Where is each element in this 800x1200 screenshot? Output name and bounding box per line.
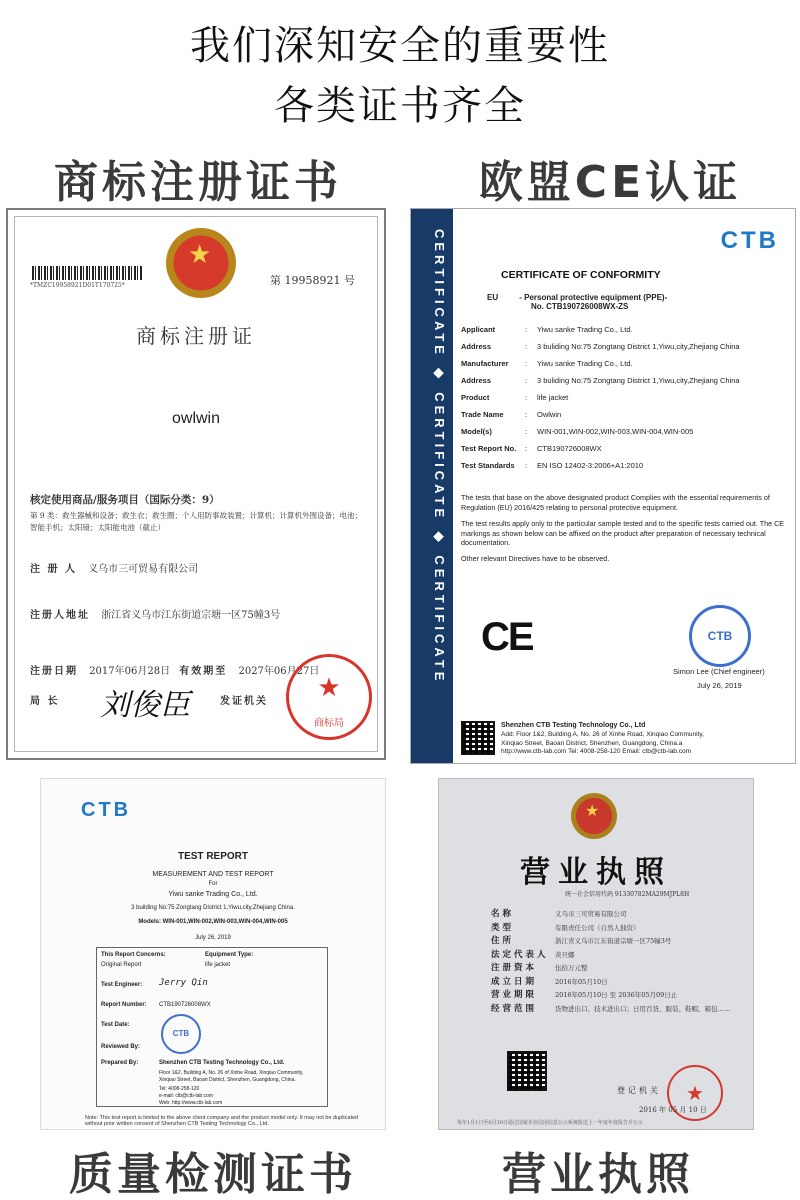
red-official-seal: ★ <box>667 1065 723 1121</box>
license-title: 营业执照 <box>520 855 672 890</box>
license-value: 货物进出口、技术进出口；日用百货、服装、鞋帽、箱包…… <box>555 1004 731 1013</box>
field-value: life jacket <box>537 393 569 402</box>
field-value: WIN-001,WIN-002,WIN-003,WIN-004,WIN-005 <box>537 427 694 436</box>
license-key: 住所 <box>491 936 515 946</box>
barcode-text: *TMZC19958921D01T170725* <box>30 282 125 289</box>
field-colon: : <box>525 410 528 419</box>
lab-company: Shenzhen CTB Testing Technology Co., Ltd <box>501 722 646 729</box>
license-value: 有限责任公司（自然人独资） <box>555 923 640 932</box>
date-to: 2027年06月27日 <box>238 666 320 677</box>
report-number-label: Report Number: <box>101 1002 147 1008</box>
band-text: CERTIFICATE ◆ CERTIFICATE ◆ CERTIFICATE <box>432 229 447 685</box>
field-key: Test Standards <box>461 461 515 470</box>
section-title-test-report: 质量检测证书 <box>69 1149 357 1200</box>
license-footer: 每年1月1日至6月30日通过国家企业信用信息公示系统报送上一年度年度报告并公示 <box>457 1120 643 1126</box>
field-key: Trade Name <box>461 410 504 419</box>
director-label: 局 长 <box>30 696 60 707</box>
field-colon: : <box>525 325 528 334</box>
sign-date: July 26, 2019 <box>697 681 742 690</box>
headline-line-2: 各类证书齐全 <box>274 83 526 129</box>
business-license <box>438 778 754 1130</box>
field-colon: : <box>525 359 528 368</box>
license-row <box>491 934 731 948</box>
field-key: Address <box>461 376 492 385</box>
license-row <box>491 1002 731 1016</box>
field-colon: : <box>525 427 528 436</box>
field-colon: : <box>525 461 528 470</box>
report-title: TEST REPORT <box>177 851 248 862</box>
date-from: 2017年06月28日 <box>89 666 171 677</box>
engineer-label: Test Engineer: <box>101 982 143 988</box>
conformity-paragraph-2: The test results apply only to the particular sample tested and to the specific tests carried out. The CE markings as shown below can be affixed on the product after preparation of necessary technical documentation. <box>461 519 785 548</box>
eu-label: EU <box>487 293 499 302</box>
field-colon: : <box>525 342 528 351</box>
ctb-seal: CTB <box>689 605 751 667</box>
field-value: 3 buliding No:75 Zongtang District 1,Yiwu,city,Zhejiang China <box>537 376 740 385</box>
license-date: 2016 年 05 月 10 日 <box>639 1106 707 1114</box>
report-company: Yiwu sanke Trading Co., Ltd. <box>168 891 258 898</box>
field-value: 3 buliding No:75 Zongtang District 1,Yiwu,city,Zhejiang China <box>537 342 740 351</box>
license-key: 成立日期 <box>491 976 538 987</box>
report-models: Models: WIN-001,WIN-002,WIN-003,WIN-004,WIN-005 <box>138 919 288 925</box>
signer-name: Simon Lee (Chief engineer) <box>673 667 765 676</box>
report-info-box <box>96 947 328 1107</box>
registration-authority: 登记机关 <box>617 1086 661 1095</box>
license-key: 注册资本 <box>491 963 538 973</box>
field-row <box>461 342 740 359</box>
ppe-label: - Personal protective equipment (PPE)- <box>519 293 668 302</box>
section-title-business-license: 营业执照 <box>502 1149 694 1200</box>
test-report <box>40 778 386 1130</box>
ctb-logo: CTB <box>720 227 779 254</box>
ctb-seal: CTB <box>161 1014 201 1054</box>
conformity-paragraph-1: The tests that base on the above designated product Complies with the essential requirements of Regulation (EU) 2016/425 relating to personal protective equipment. <box>461 493 770 512</box>
section-title-ce: 欧盟CE认证 <box>478 157 742 208</box>
field-key: Manufacturer <box>461 359 509 368</box>
seal-text: 商标局 <box>314 718 344 729</box>
license-key: 法定代表人 <box>491 949 549 960</box>
registrant-label: 注 册 人 <box>30 564 77 575</box>
license-row <box>491 988 731 1002</box>
prep-web: Web: http://www.ctb-lab.com <box>159 1100 223 1106</box>
report-address: 3 building No:75 Zongtang District 1,Yiwu,city,Zhejiang China. <box>131 905 295 911</box>
certificate-number: No. CTB190726008WX-ZS <box>531 302 629 311</box>
ce-certificate <box>410 208 796 764</box>
lab-contact: http://www.ctb-lab.com Tel: 4008-258-120 Email: ctb@ctb-lab.com <box>501 748 692 756</box>
address-value: 浙江省义乌市江东街道宗塘一区75幢3号 <box>101 610 281 621</box>
field-row <box>461 325 740 342</box>
issuer-label: 发证机关 <box>220 696 268 707</box>
certificate-side-band <box>411 209 453 763</box>
field-row <box>461 376 740 393</box>
field-value: Owlwin <box>537 410 562 419</box>
eu-directive-row <box>487 293 667 311</box>
field-key: Address <box>461 342 492 351</box>
trademark-certificate <box>6 208 386 760</box>
report-subtitle: MEASUREMENT AND TEST REPORT <box>152 871 274 878</box>
prepared-label: Prepared By: <box>101 1060 139 1066</box>
license-key: 名称 <box>491 909 515 919</box>
field-value: Yiwu sanke Trading Co., Ltd. <box>537 325 633 334</box>
qr-code-icon <box>507 1051 547 1091</box>
field-key: Product <box>461 393 490 402</box>
report-for: For <box>208 881 218 887</box>
items-line-1: 第 9 类：救生器械和设备；救生衣；救生圈；个人用防事故装置；计算机；计算机外围设备；电池； <box>30 511 363 520</box>
registrant-value: 义乌市三可贸易有限公司 <box>88 564 199 575</box>
field-row <box>461 393 740 410</box>
ctb-logo: CTB <box>81 799 132 821</box>
license-row <box>491 948 731 962</box>
red-official-seal <box>286 654 372 740</box>
field-colon: : <box>525 444 528 453</box>
license-key: 类型 <box>491 922 515 933</box>
equipment-value: life jacket <box>205 962 231 968</box>
certificate-number: 第 19958921 号 <box>270 274 355 287</box>
items-line-2: 智能手机；太阳镜；太阳能电池（截止） <box>30 523 165 532</box>
seal-star-icon: ★ <box>317 673 341 703</box>
reviewed-label: Reviewed By: <box>101 1044 141 1050</box>
equipment-label: Equipment Type: <box>205 952 254 958</box>
license-row <box>491 921 731 935</box>
field-value: EN ISO 12402-3:2006+A1:2010 <box>537 461 644 470</box>
license-value: 黄旦娜 <box>555 950 575 959</box>
license-value: 2016年05月10日 至 2036年05月09日止 <box>555 991 678 999</box>
original-report: Original Report <box>101 962 142 968</box>
barcode-icon <box>32 266 142 280</box>
certificate-title: 商标注册证 <box>136 324 256 348</box>
lab-footer <box>501 721 704 757</box>
test-date-label: Test Date: <box>101 1022 130 1028</box>
prep-address-1: Floor 1&2, Building A, No. 26 of Xinhe Road, Xinqiao Community, <box>159 1070 304 1076</box>
conformity-title: CERTIFICATE OF CONFORMITY <box>501 269 661 281</box>
license-value: 浙江省义乌市江东街道宗塘一区75幢3号 <box>555 937 672 945</box>
headline-line-1: 我们深知安全的重要性 <box>190 23 610 69</box>
prep-tel: Tel: 4008-258-120 <box>159 1086 200 1092</box>
report-number-value: CTB190726008WX <box>159 1002 211 1008</box>
field-key: Test Report No. <box>461 444 517 453</box>
national-emblem-icon <box>571 793 617 839</box>
field-row <box>461 427 740 444</box>
field-value: CTB190726008WX <box>537 444 602 453</box>
license-value: 伍拾万元整 <box>555 964 588 972</box>
field-row <box>461 461 740 478</box>
license-row <box>491 961 731 975</box>
qr-code-icon <box>461 721 495 755</box>
prep-email: e-mail: ctb@ctb-lab.com <box>159 1093 213 1099</box>
engineer-signature: Jerry Qin <box>159 978 208 988</box>
field-value: Yiwu sanke Trading Co., Ltd. <box>537 359 633 368</box>
license-row <box>491 975 731 989</box>
field-row <box>461 410 740 427</box>
field-row <box>461 359 740 376</box>
date-label: 注册日期 <box>30 666 78 677</box>
license-fields <box>491 907 731 1015</box>
field-colon: : <box>525 376 528 385</box>
national-emblem-icon <box>166 228 236 298</box>
field-colon: : <box>525 393 528 402</box>
license-row <box>491 907 731 921</box>
director-signature: 刘俊臣 <box>100 688 190 723</box>
field-key: Applicant <box>461 325 496 334</box>
prep-company: Shenzhen CTB Testing Technology Co., Ltd. <box>159 1060 285 1066</box>
concerns-label: This Report Concerns: <box>101 952 166 958</box>
lab-address-2: Xinqiao Street, Baoan District, Shenzhen, Guangdong, China.a <box>501 739 683 747</box>
section-title-trademark: 商标注册证书 <box>54 157 342 208</box>
license-value: 义乌市三可贸易有限公司 <box>555 910 627 918</box>
ce-mark-icon: CE <box>481 615 533 659</box>
brand-name: owlwin <box>171 410 220 427</box>
field-row <box>461 444 740 461</box>
validity-label: 有效期至 <box>179 666 228 677</box>
credit-code: 统一社会信用代码 91330782MA29MJPL8H <box>565 891 690 898</box>
report-date: July 26, 2019 <box>195 935 231 941</box>
field-key: Model(s) <box>461 427 492 436</box>
report-note: Note: This test report is limited to the above client company and the product model only. It may not be duplicated without prior written consent of Shenzhen CTB Testing Technology Co., Ltd. <box>85 1115 359 1127</box>
license-key: 营业期限 <box>491 990 538 1000</box>
conformity-paragraph-3: Other relevant Directives have to be observed. <box>461 554 610 563</box>
certificate-fields <box>461 325 740 478</box>
address-label: 注册人地址 <box>30 610 90 621</box>
lab-address-1: Add: Floor 1&2, Building A, No. 26 of Xinhe Road, Xinqiao Community, <box>501 730 704 738</box>
class-heading: 核定使用商品/服务项目（国际分类：9） <box>30 494 220 506</box>
license-value: 2016年05月10日 <box>555 977 608 986</box>
prep-address-2: Xinqiao Street, Baoan District, Shenzhen, Guangdong, China. <box>159 1077 296 1083</box>
license-key: 经营范围 <box>491 1003 538 1014</box>
